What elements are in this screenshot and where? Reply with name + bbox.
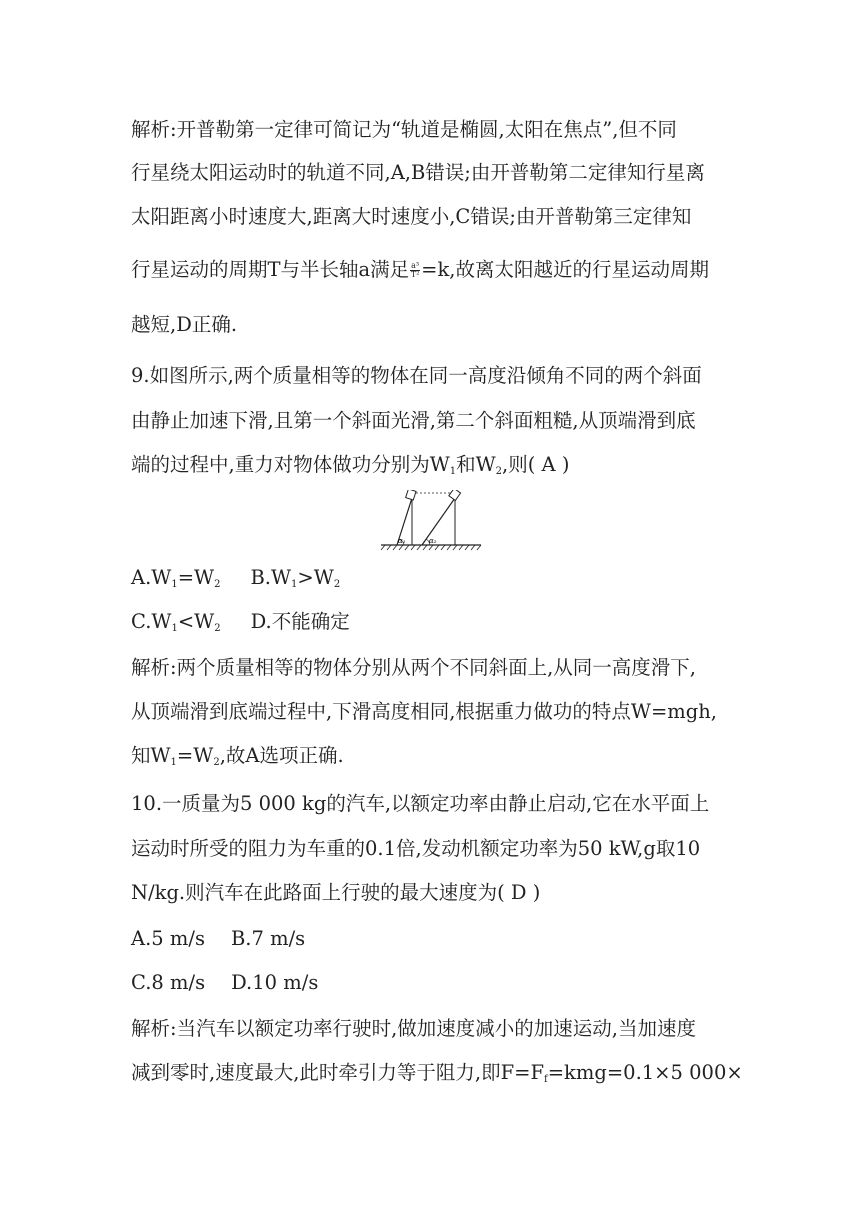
subscript: 2 (495, 466, 503, 477)
solution-line-with-formula (131, 257, 709, 283)
angle-label-2: α₂ (429, 537, 437, 545)
options-row (131, 926, 305, 952)
solution-line: 解析:两个质量相等的物体分别从两个不同斜面上,从同一高度滑下, (131, 656, 696, 679)
fraction-denominator: T² (410, 270, 420, 279)
question-9-line: 由静止加速下滑,且第一个斜面光滑,第二个斜面粗糙,从顶端滑到底 (131, 409, 696, 432)
block-2 (449, 490, 461, 500)
incline-2 (422, 498, 455, 545)
question-10-line: 10.一质量为5 000 kg的汽车,以额定功率由静止启动,它在水平面上 (131, 792, 710, 815)
solution-line: 知$W_1=W_2$,故A选项正确. (131, 744, 344, 768)
option-d: D.不能确定 (250, 610, 350, 633)
solution-line: 解析:当汽车以额定功率行驶时,做加速度减小的加速运动,当加速度 (131, 1017, 696, 1040)
options-row (131, 565, 340, 598)
option-a: $A.W_1=W_2$ (131, 566, 221, 590)
kepler-fraction (410, 262, 420, 279)
option-c: $C.W_1<W_2$ (131, 610, 221, 634)
text: 行星运动的周期T与半长轴a满足 (131, 258, 410, 281)
option-a: A.5 m/s (131, 927, 205, 950)
question-10-line: 运动时所受的阻力为车重的0.1倍,发动机额定功率为50 kW,g取10 (131, 837, 701, 860)
fraction-numerator: a³ (411, 261, 420, 270)
text: ,则( A ) (502, 453, 570, 476)
question-10-line: N/kg.则汽车在此路面上行驶的最大速度为( D ) (131, 881, 541, 904)
solution-line: 越短,D正确. (131, 313, 238, 336)
solution-line: 解析:开普勒第一定律可简记为“轨道是椭圆,太阳在焦点”,但不同 (131, 118, 677, 141)
solution-line: 从顶端滑到底端过程中,下滑高度相同,根据重力做功的特点W=mgh, (131, 700, 718, 723)
solution-line: 太阳距离小时速度大,距离大时速度小,C错误;由开普勒第三定律知 (131, 205, 692, 228)
block-1 (406, 490, 416, 500)
options-row (131, 970, 318, 996)
subscript: 1 (449, 466, 457, 477)
question-9-line (131, 452, 569, 485)
option-c: C.8 m/s (131, 971, 206, 994)
text: =k,故离太阳越近的行星运动周期 (421, 258, 709, 281)
inclined-planes-diagram (379, 490, 483, 552)
option-d: D.10 m/s (231, 971, 319, 994)
solution-line: 行星绕太阳运动时的轨道不同,A,B错误;由开普勒第二定律知行星离 (131, 161, 705, 184)
text: 端的过程中,重力对物体做功分别为W (131, 453, 450, 476)
option-b: $B.W_1>W_2$ (250, 566, 341, 590)
solution-line: 减到零时,速度最大,此时牵引力等于阻力,即$F=F_f=kmg=0.1\times 5$ 000× (131, 1061, 743, 1085)
question-9-line: 9.如图所示,两个质量相等的物体在同一高度沿倾角不同的两个斜面 (131, 364, 702, 387)
text: 和W (456, 453, 496, 476)
angle-label-1: α₁ (398, 537, 406, 545)
ground-hatching (381, 545, 481, 550)
options-row (131, 609, 350, 642)
option-b: B.7 m/s (230, 927, 306, 950)
